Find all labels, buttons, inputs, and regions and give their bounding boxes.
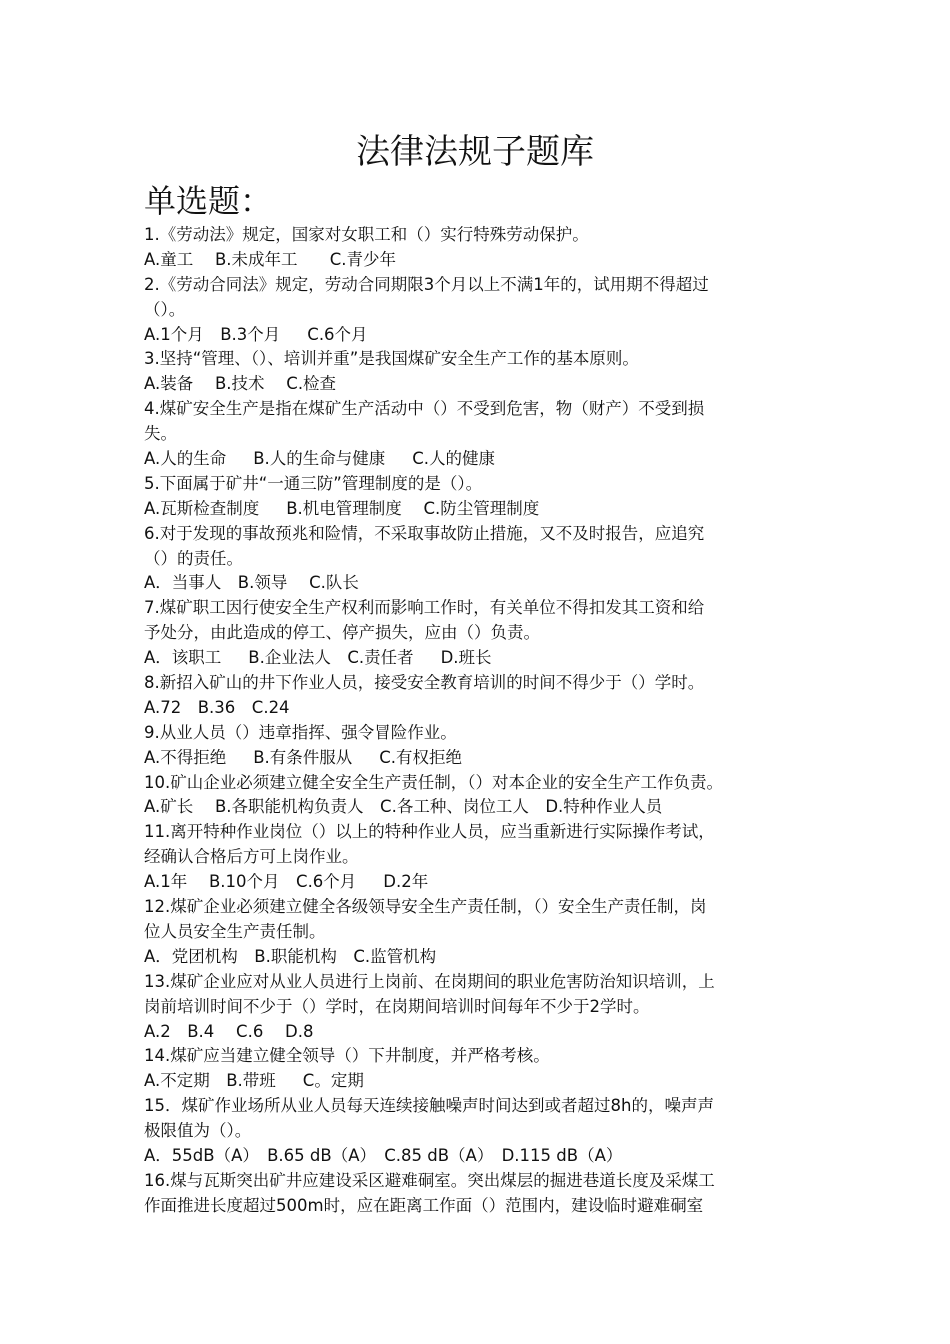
text-line: 5.下面属于矿井“一通三防”管理制度的是（）。 [144, 473, 483, 493]
text-line: 2.《劳动合同法》规定，劳动合同期限3个月以上不满1年的，试用期不得超过 [144, 274, 709, 294]
text-line: 3.坚持“管理、（）、培训并重”是我国煤矿安全生产工作的基本原则。 [144, 349, 639, 369]
text-line: 8.新招入矿山的井下作业人员，接受安全教育培训的时间不得少于（）学时。 [144, 673, 705, 693]
text-line: A.童工 B.未成年工 C.青少年 [144, 249, 397, 269]
text-line: A.不得拒绝 B.有条件服从 C.有权拒绝 [144, 747, 463, 767]
text-line: 位人员安全生产责任制。 [144, 921, 326, 941]
text-line: A.不定期 B.带班 C。定期 [144, 1071, 364, 1091]
text-line: 经确认合格后方可上岗作业。 [144, 847, 359, 867]
text-line: A.1个月 B.3个月 C.6个月 [144, 324, 368, 344]
text-line: A.1年 B.10个月 C.6个月 D.2年 [144, 872, 429, 892]
text-line: 16.煤与瓦斯突出矿井应建设采区避难硐室。突出煤层的掘进巷道长度及采煤工 [144, 1170, 715, 1190]
text-line: 予处分，由此造成的停工、停产损失，应由（）负责。 [144, 623, 540, 643]
text-line: A.装备 B.技术 C.检查 [144, 374, 337, 394]
text-line: 10.矿山企业必须建立健全安全生产责任制，（）对本企业的安全生产工作负责。 [144, 772, 723, 792]
text-line: A．当事人 B.领导 C.队长 [144, 573, 359, 593]
text-line: （）。 [144, 299, 186, 319]
text-line: A.矿长 B.各职能机构负责人 C.各工种、岗位工人 D.特种作业人员 [144, 797, 663, 817]
question-list [144, 223, 816, 1219]
text-line: 13.煤矿企业应对从业人员进行上岗前、在岗期间的职业危害防治知识培训，上 [144, 971, 715, 991]
text-line: 6.对于发现的事故预兆和险情，不采取事故防止措施，又不及时报告，应追究 [144, 523, 705, 543]
text-line: A．党团机构 B.职能机构 C.监管机构 [144, 946, 437, 966]
text-line: 失。 [144, 424, 177, 444]
text-line: 极限值为（）。 [144, 1121, 252, 1141]
text-line: 12.煤矿企业必须建立健全各级领导安全生产责任制，（）安全生产责任制，岗 [144, 897, 707, 917]
text-line: A．该职工 B.企业法人 C.责任者 D.班长 [144, 648, 492, 668]
text-line: A.瓦斯检查制度 B.机电管理制度 C.防尘管理制度 [144, 498, 540, 518]
text-line: （）的责任。 [144, 548, 243, 568]
text-line: 4.煤矿安全生产是指在煤矿生产活动中（）不受到危害，物（财产）不受到损 [144, 399, 705, 419]
text-line: A.72 B.36 C.24 [144, 697, 290, 717]
text-line: A.2 B.4 C.6 D.8 [144, 1021, 314, 1041]
text-line: A．55dB（A） B.65 dB（A） C.85 dB（A） D.115 dB（A） [144, 1145, 623, 1165]
text-line: 7.煤矿职工因行使安全生产权利而影响工作时，有关单位不得扣发其工资和给 [144, 598, 705, 618]
section-heading: 单选题： [144, 182, 273, 220]
text-line: 1.《劳动法》规定，国家对女职工和（）实行特殊劳动保护。 [144, 225, 589, 244]
text-line: 14.煤矿应当建立健全领导（）下井制度，并严格考核。 [144, 1046, 550, 1066]
document-title: 法律法规子题库 [356, 132, 594, 172]
text-line: A.人的生命 B.人的生命与健康 C.人的健康 [144, 449, 496, 469]
text-line: 15．煤矿作业场所从业人员每天连续接触噪声时间达到或者超过8h的，噪声声 [144, 1096, 714, 1116]
text-line: 作面推进长度超过500m时，应在距离工作面（）范围内，建设临时避难硐室 [144, 1195, 704, 1215]
text-line: 9.从业人员（）违章指挥、强令冒险作业。 [144, 722, 457, 742]
text-line: 岗前培训时间不少于（）学时，在岗期间培训时间每年不少于2学时。 [144, 996, 650, 1016]
text-line: 11.离开特种作业岗位（）以上的特种作业人员，应当重新进行实际操作考试， [144, 822, 715, 842]
